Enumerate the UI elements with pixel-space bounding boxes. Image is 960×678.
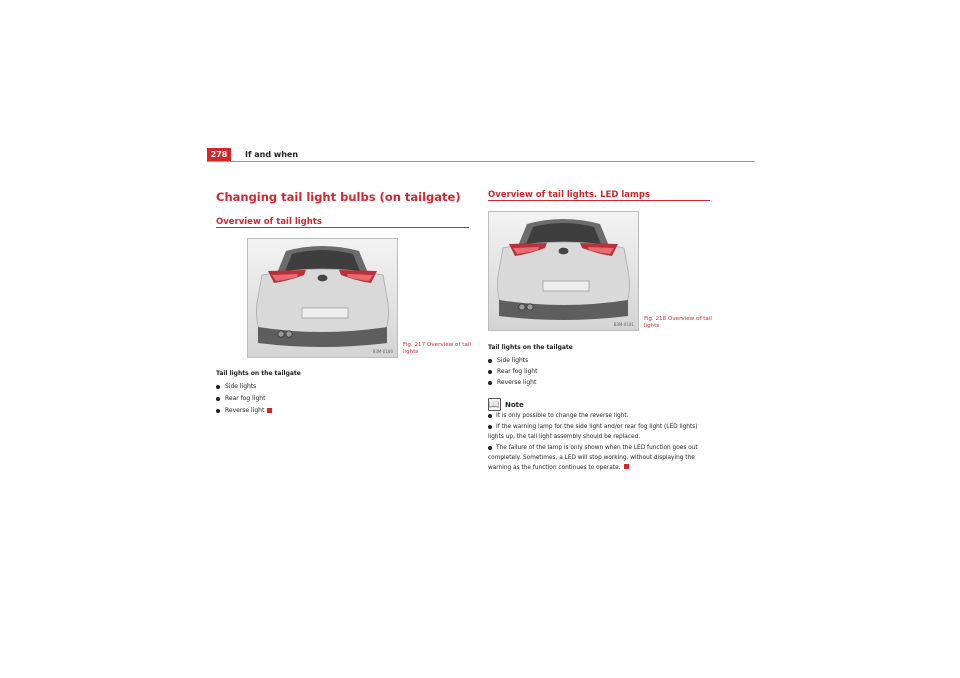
note-paragraph: It is only possible to change the reverse light. [488, 412, 713, 422]
bullet-icon [216, 409, 220, 413]
end-mark-icon [624, 464, 629, 469]
left-section-heading: Overview of tail lights [216, 217, 322, 227]
right-heading-rule [488, 200, 710, 201]
list-item: Reverse light [488, 379, 536, 386]
bullet-icon [488, 359, 492, 363]
left-heading-rule [216, 227, 469, 228]
list-item: Side lights [216, 383, 256, 390]
figure-217 [247, 238, 398, 358]
bullet-icon [488, 414, 492, 418]
right-subheading: Tail lights on the tailgate [488, 344, 573, 351]
page-number: 278 [207, 148, 231, 162]
note-paragraph: If the warning lamp for the side light and/or rear fog light (LED lights) lights up, the tail light assembly should be replaced. [488, 424, 698, 440]
list-item: Side lights [488, 357, 528, 364]
running-header: If and when [245, 150, 299, 159]
list-item: Rear fog light [216, 395, 265, 402]
note-paragraph: The failure of the lamp is only shown when the LED function goes out completely. Sometimes, a LED will stop working, without displaying the warning as the function continues to operate. [488, 445, 698, 471]
figure-218 [488, 211, 639, 331]
list-item: Rear fog light [488, 368, 537, 375]
bullet-icon [488, 381, 492, 385]
list-item: Reverse light [216, 407, 272, 414]
figure-code: B3M-0180 [372, 349, 393, 354]
main-heading: Changing tail light bulbs (on tailgate) [216, 190, 461, 204]
end-mark-icon [267, 408, 272, 413]
right-section-heading: Overview of tail lights. LED lamps [488, 190, 650, 200]
bullet-icon [488, 425, 492, 429]
bullet-icon [216, 385, 220, 389]
bullet-icon [488, 446, 492, 450]
header-rule [207, 161, 755, 162]
figure-code: B3M-0181 [613, 322, 634, 327]
left-subheading: Tail lights on the tailgate [216, 370, 301, 377]
bullet-icon [216, 397, 220, 401]
figure-caption: Fig. 217 Overview of tail lights [403, 342, 471, 355]
figure-caption: Fig. 218 Overview of tail lights [644, 316, 712, 329]
bullet-icon [488, 370, 492, 374]
car-rear-illustration [248, 239, 397, 357]
book-icon: 📖 [488, 399, 501, 410]
note-heading: 📖 Note [488, 399, 524, 410]
car-rear-illustration [489, 212, 638, 330]
